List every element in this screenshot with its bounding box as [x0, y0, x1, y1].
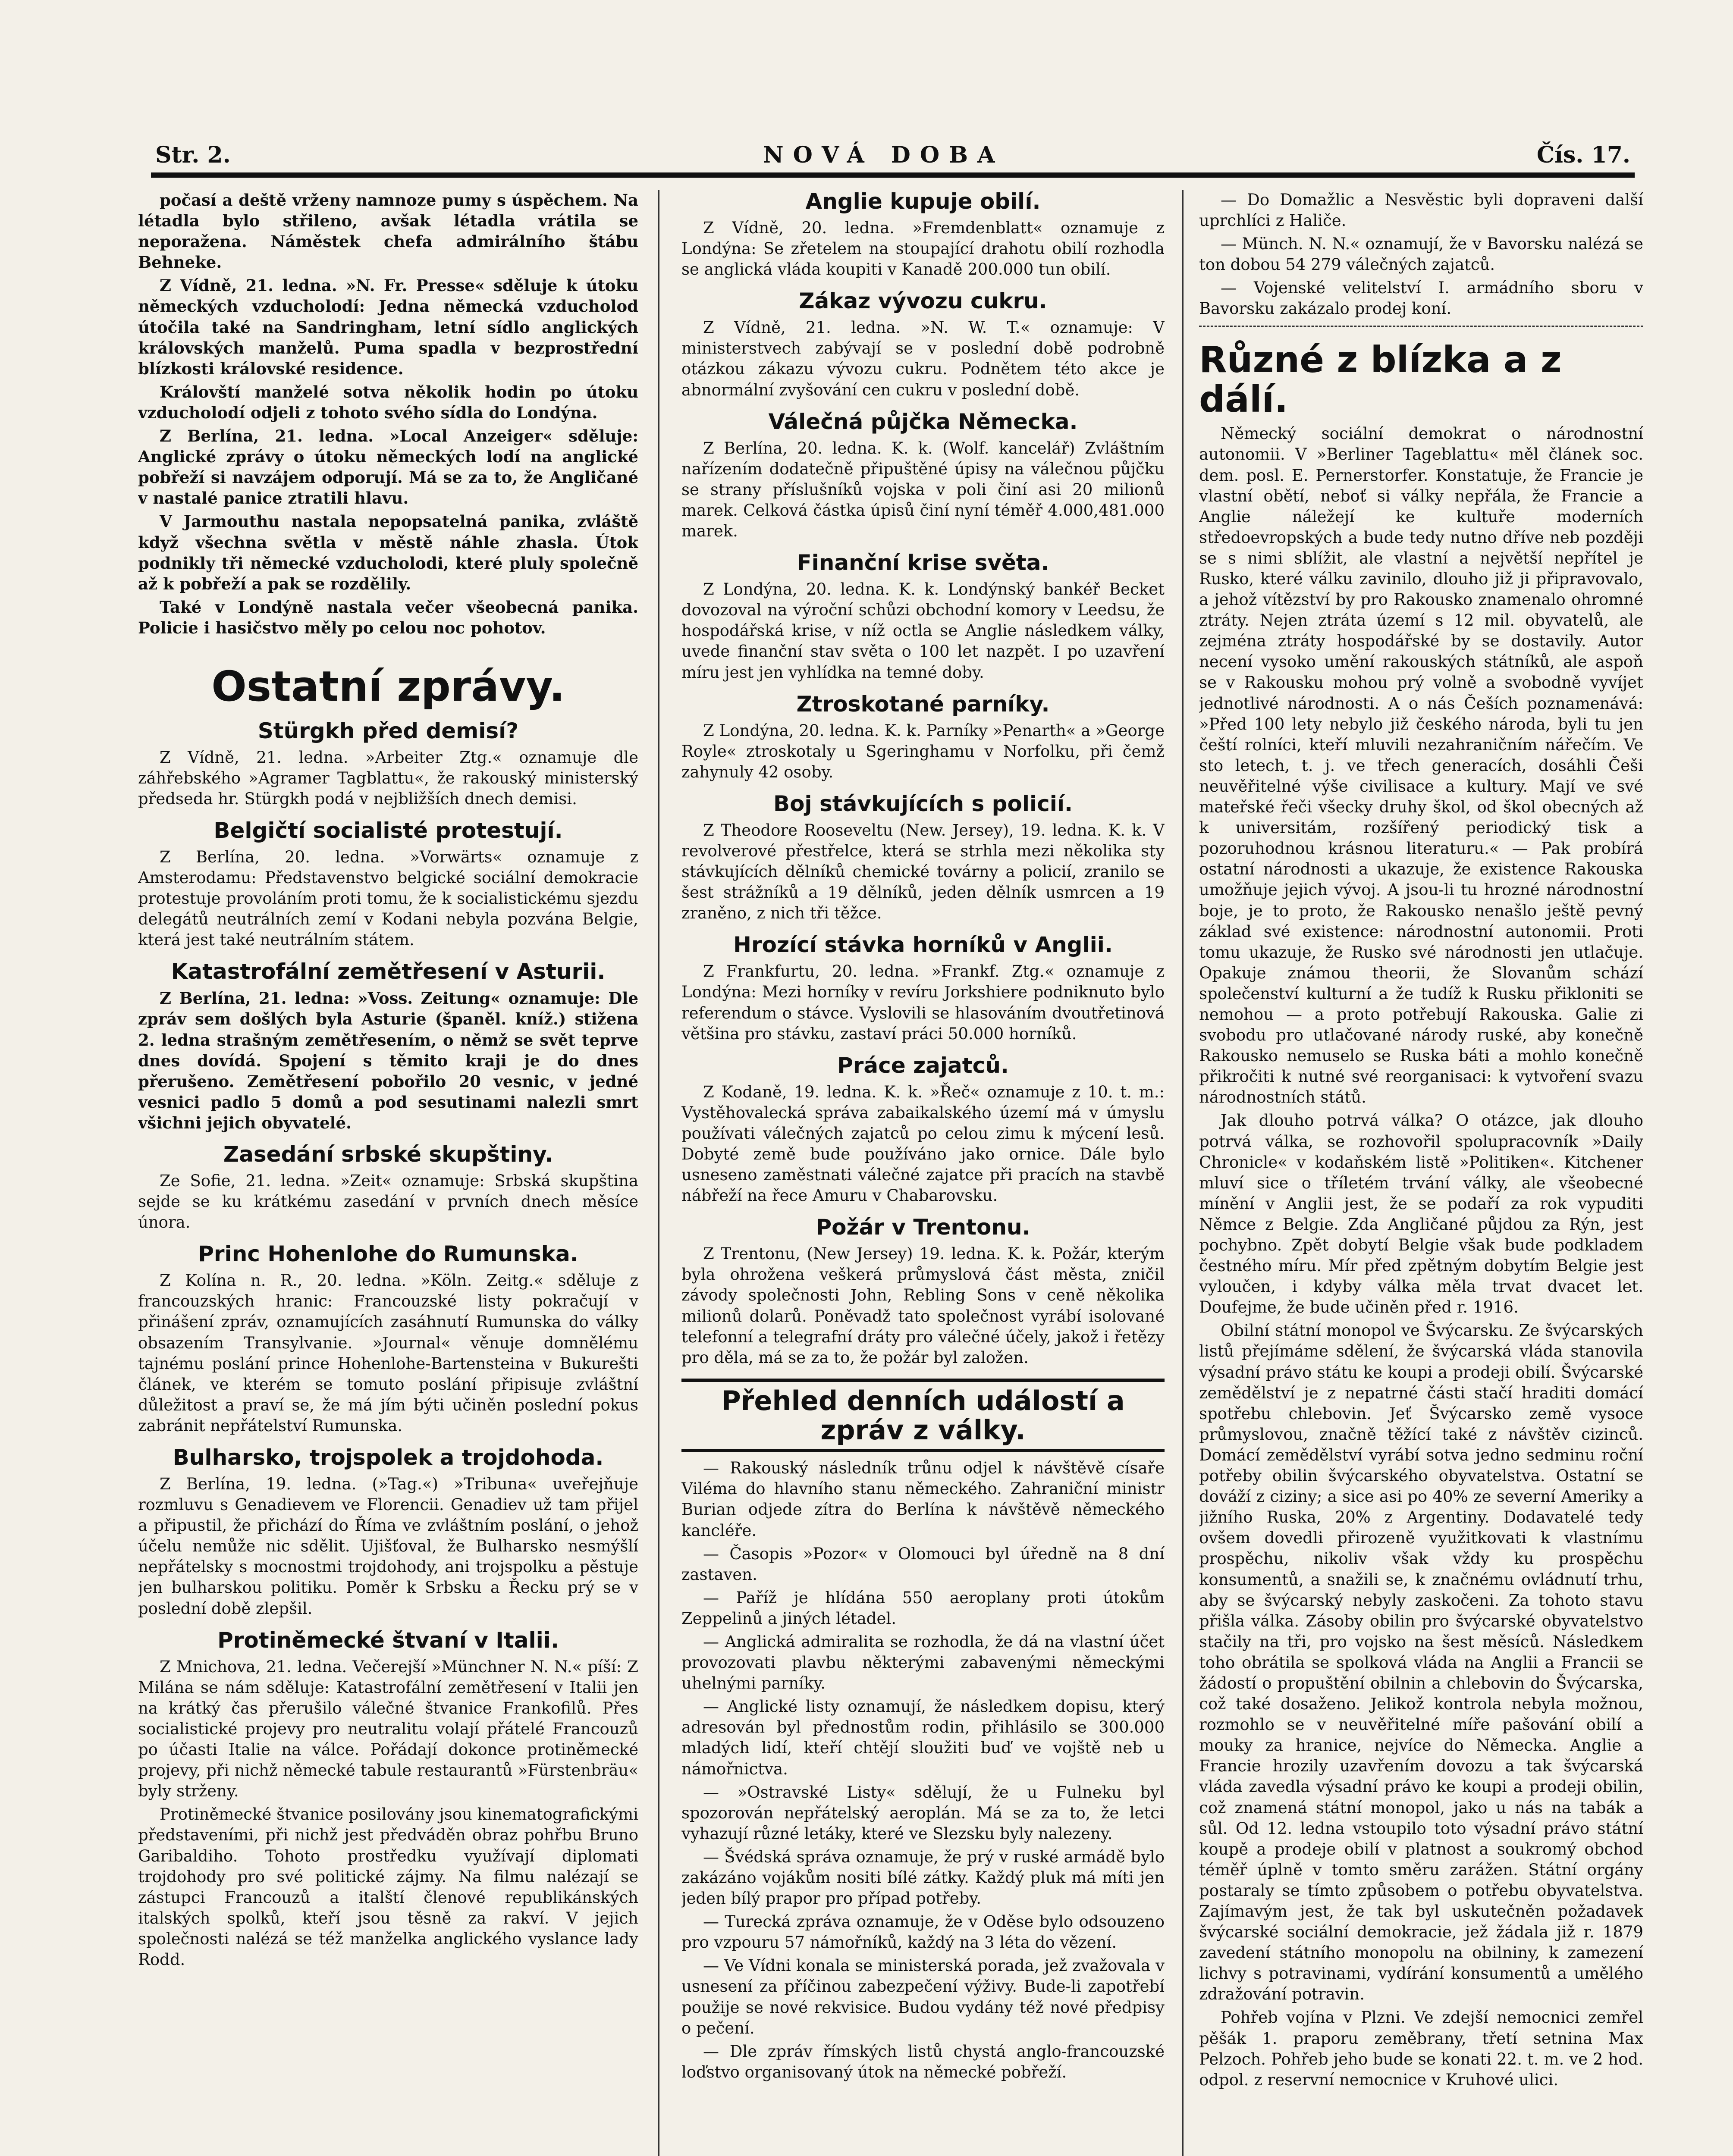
section-heading: Ostatní zprávy. [211, 662, 565, 711]
article-paragraph: Z Londýna, 20. ledna. K. k. Londýnský bankéř Becket dovozoval na výroční schůzi obchodní komory v Leedsu, že hospodářská krise, v níž octla se Anglie následkem války, uvede finanční stav světa o 100 let nazpět. I po uzavření míru jest jen vyhlídka na temné doby. [681, 580, 1165, 682]
article-paragraph: Z Kodaně, 19. ledna. K. k. »Řeč« oznamuje z 10. t. m.: Vystěhovalecká správa zabaikalského území má v úmyslu používati válečných zajatců po celou zimu k mýcení lesů. Dobyté země bude používáno jako ornice. Dále bylo usneseno zaměstnati válečné zajatce při pracích na stavbě nábřeží na řece Amuru v Chabarovsku. [681, 1082, 1165, 1205]
article-paragraph: Z Londýna, 20. ledna. K. k. Parníky »Penarth« a »George Royle« ztroskotaly u Sgeringhamu v Norfolku, při čemž zahynuly 42 osoby. [681, 721, 1165, 781]
issue-number: Čís. 17. [1536, 142, 1630, 168]
article-paragraph: Z Berlína, 21. ledna. »Local Anzeiger« sděluje: Anglické zprávy o útoku německých lodí na anglické pobřeží si navzájem odporují. Má se za to, že Angličané v nastalé panice ztratili hlavu. [138, 426, 638, 508]
article-heading: Práce zajatců. [837, 1053, 1009, 1078]
article-heading: Finanční krise světa. [797, 550, 1049, 576]
article-paragraph: Německý sociální demokrat o národnostní autonomii. V »Berliner Tageblattu« měl článek soc. dem. posl. E. Pernerstorfer. Konstatuje, že Francie je vlastní obětí, neboť si války nepřála, že Francie a Anglie náležejí ke kultuře moderních středoevropských a bude tedy nutno dříve neb později se s nimi sblížit, ale vlastní a největší nepřítel je Rusko, které válku zavinilo, dlouho již ji připravovalo, a jehož vítězství by pro Rakousko znamenalo ohromné ztráty. Nejen ztráta území s 12 mil. obyvatelů, ale zejména ztráty hospodářské by se dostavily. Autor necení vysoko umění rakouských státníků, ale aspoň se v Rakousku mohou prý volně a svobodně vyvíjet jednotlivé národnosti. A o nás Češích poznamenává: »Před 100 lety nebylo již českého národa, byli tu jen čeští rolníci, kteří mluvili nezahraničním nářečím. Ve sto letech, t. j. ve třech generacích, dosáhli Češi neuvěřitelné výše civilisace a kultury. Mají ve své mateřské řeči všecky druhy škol, od škol obecných až k universitám, rozšířený periodický tisk a pozoruhodnou krásnou literaturu.« — Pak probírá ostatní národnosti a ukazuje, že existence Rakouska umožňuje jejich vývoj. A jsou-li tu hrozné národnostní boje, je to proto, že Rakousko nenašlo ještě pevný základ své existence: národnostní autonomii. Proti tomu ukazuje, že Rusko své národnosti jen utlačuje. Opakuje známou theorii, že Slovanům schází společenství kulturní a že tudíž k Rusku přikloniti se nemohou — a proto potřebují Rakouska. Galie zi svobodu pro utlačované národy ruské, aby konečně Rakousko nemuselo se Ruska báti a mohlo konečně přikročiti k nutné své reorganisaci: k vytvoření svazu národnostních států. [1199, 424, 1643, 1107]
news-item: — Münch. N. N.« oznamují, že v Bavorsku nalézá se ton dobou 54 279 válečných zajatců. [1199, 235, 1643, 274]
article-paragraph: Z Vídně, 21. ledna. »Arbeiter Ztg.« oznamuje dle záhřebského »Agramer Tagblattu«, že rakouský ministerský předseda hr. Stürgkh podá v nejbližších dnech demisi. [138, 748, 638, 808]
article-heading: Princ Hohenlohe do Rumunska. [198, 1241, 578, 1267]
article-heading: Požár v Trentonu. [816, 1215, 1030, 1240]
article-paragraph: Z Berlína, 20. ledna. K. k. (Wolf. kancelář) Zvláštním nařízením dodatečně připuštěné úpisy na válečnou půjčku se strany příslušníků vojska v poli činí asi 20 milionů marek. Celková částka úpisů činí nyní téměř 4.000,481.000 marek. [681, 439, 1165, 541]
news-item: — Rakouský následník trůnu odjel k návštěvě císaře Viléma do hlavního stanu německého. Zahraniční ministr Burian odjede zítra do Berlína k návštěvě německého kancléře. [681, 1459, 1165, 1540]
article-paragraph: Z Kolína n. R., 20. ledna. »Köln. Zeitg.« sděluje z francouzských hranic: Francouzské listy pokračují v přinášení zpráv, oznamujících zasáhnutí Rumunska do války obsazením Transylvanie. »Journal« věnuje domnělému tajnému poslání prince Hohenlohe-Bartensteina v Bukurešti článek, ve kterém se tomuto poslání připisuje zvláštní důležitost a praví se, že má jím býti učiněn poslední pokus zabránit nepřátelství Rumunska. [138, 1271, 638, 1435]
article-paragraph: Z Mnichova, 21. ledna. Večerejší »Münchner N. N.« píší: Z Milána se nám sděluje: Katastrofální zemětřesení v Italii jen na krátký čas přerušilo válečné štvanice Frankofilů. Přes socialistické projevy pro neutralitu volají přátelé Francouzů po účasti Italie na válce. Pořádají dokonce protiněmecké projevy, při nichž německé tabule restaurantů »Fürstenbräu« byly strženy. [138, 1657, 638, 1801]
news-item: — Anglická admiralita se rozhodla, že dá na vlastní účet provozovati plavbu některými zabavenými německými uhelnými parníky. [681, 1632, 1165, 1693]
article-paragraph: Obilní státní monopol ve Švýcarsku. Ze švýcarských listů přejímáme sdělení, že švýcarská vláda stanovila výsadní právo státu ke koupi a prodeji obilí. Švýcarské zemědělství je z nepatrné části stačí hraditi domácí spotřebu chlebovin. Jeť Švýcarsko země vysoce průmyslovou, značně těžící také z návštěv cizinců. Domácí zemědělství vyrábí sotva jedno sedminu roční potřeby obilin švýcarského obyvatelstva. Ostatní se dováží z ciziny; a sice asi po 40% ze severní Ameriky a jižního Ruska, 20% z Argentiny. Dodavatelé tedy ovšem dovedli přirozeně využitkovati k vlastnímu prospěchu, nikoliv však vždy ku prospěchu konsumentů, a snažili se, k značnému ovládnutí trhu, aby se švýcarský nebyly zaskočeni. Za tohoto stavu přišla válka. Zásoby obilin pro švýcarské obyvatelstvo stačily na tři, pro vojsko na šest měsíců. Následkem toho obrátila se spolková vláda na Anglii a Francii se žádostí o propuštění obilnin a chlebovin do Švýcarska, což také dosaženo. Jelikož kontrola nebyla možnou, rozmohlo se v neuvěřitelné míře pašování obilí a mouky za hranice, nejvíce do Německa. Anglie a Francie hrozily uzavřením dovozu a tak švýcarská vláda zavedla výsadní právo ke koupi a prodeji obilin, což znamená státní monopol, jako u nás na tabák a sůl. Od 12. ledna vstoupilo toto výsadní právo státní koupě a prodeje obilí v platnost a soukromý obchod téměř úplně v tomto směru zarážen. Státní orgány postaraly se tímto způsobem o potřebu obyvatelstva. Zajímavým jest, že tak byl uskutečněn požadavek švýcarské sociální demokracie, jež žádala již r. 1879 zavedení státního monopolu na obilniny, k zamezení lichvy s potravinami, vydírání konsumentů a umělého zdražování potravin. [1199, 1321, 1643, 2004]
article-paragraph: Z Frankfurtu, 20. ledna. »Frankf. Ztg.« oznamuje z Londýna: Mezi horníky v revíru Jorkshiere podniknuto bylo referendum o stávce. Vyslovili se hlasováním dvoutřetinová většina pro stávku, zastaví práci 50.000 horníků. [681, 962, 1165, 1043]
article-paragraph: Z Vídně, 20. ledna. »Fremdenblatt« oznamuje z Londýna: Se zřetelem na stoupající drahotu obilí rozhodla se anglická vláda koupiti v Kanadě 200.000 tun obilí. [681, 219, 1165, 279]
article-paragraph: Jak dlouho potrvá válka? O otázce, jak dlouho potrvá válka, se rozhovořil spolupracovník »Daily Chronicle« v kodaňském listě »Politiken«. Kitchener mluví sice o tříletém trvání války, ale všeobecné mínění v Anglii jest, že se podaří za rok vypuditi Němce z Belgie. Zda Angličané půjdou za Rýn, jest pochybno. Zpět dobytí Belgie však bude podkladem čestného míru. Mír před zpětným dobytím Belgie jest vyloučen, i kdyby válka měla trvat dvacet let. Doufejme, že bude učiněn před r. 1916. [1199, 1111, 1643, 1317]
news-item: — Dle zpráv římských listů chystá anglo-francouzské loďstvo organisovaný útok na německé pobřeží. [681, 2042, 1165, 2081]
masthead [155, 129, 1630, 168]
news-item: — Do Domažlic a Nesvěstic byli dopraveni další uprchlíci z Haliče. [1199, 191, 1643, 230]
news-item: — Vojenské velitelství I. armádního sboru v Bavorsku zakázalo prodej koní. [1199, 279, 1643, 318]
article-paragraph: Z Vídně, 21. ledna. »N. Fr. Presse« sděluje k útoku německých vzducholodí: Jedna německá vzducholoď útočila také na Sandringham, letní sídlo anglických královských manželů. Puma spadla v bezprostřední blízkosti královské residence. [138, 276, 638, 378]
article-heading: Katastrofální zemětřesení v Asturii. [171, 959, 606, 984]
news-item: — Turecká zpráva oznamuje, že v Oděse bylo odsouzeno pro vzpouru 57 námořníků, každý na 3 léta do vězení. [681, 1912, 1165, 1952]
article-heading: Ztroskotané parníky. [796, 691, 1050, 717]
news-item: — »Ostravské Listy« sdělují, že u Fulneku byl spozorován nepřátelský aeroplán. Má se za to, že letci vyhazují různé letáky, které ve Slezsku byly nalezeny. [681, 1783, 1165, 1843]
column-1 [138, 190, 638, 2156]
column-3 [1199, 190, 1643, 2156]
column-2 [681, 190, 1165, 2156]
section-heading: Přehled denních událostí a zpráv z války. [681, 1379, 1165, 1452]
article-heading: Bulharsko, trojspolek a trojdohoda. [173, 1445, 604, 1470]
news-item: — Anglické listy oznamují, že následkem dopisu, který adresován byl přednostům rodin, přihlásilo se 300.000 mladých lidí, kteří chtějí sloužiti buď ve vojště neb u námořnictva. [681, 1697, 1165, 1778]
article-paragraph: Z Theodore Rooseveltu (New. Jersey), 19. ledna. K. k. V revolverové přestřelce, která se strhla mezi několika sty stávkujících dělníků chemické továrny a policií, zranilo se šest strážníků a 19 dělníků, jeden dělník usmrcen a 19 zraněno, z nich tři těžce. [681, 821, 1165, 923]
article-paragraph: Ze Sofie, 21. ledna. »Zeit« oznamuje: Srbská skupština sejde se ku krátkému zasedání v prvních dnech měsíce února. [138, 1171, 638, 1232]
article-heading: Hrozící stávka horníků v Anglii. [733, 932, 1113, 958]
article-paragraph: V Jarmouthu nastala nepopsatelná panika, zvláště když všechna světla v městě náhle zhasla. Útok podnikly tři německé vzducholodi, které pluly společně až k pobřeží a pak se rozdělily. [138, 512, 638, 593]
article-heading: Boj stávkujících s policií. [773, 791, 1073, 816]
article-paragraph: Z Berlína, 21. ledna: »Voss. Zeitung« oznamuje: Dle zpráv sem došlých byla Asturie (španěl. kníž.) stižena 2. ledna strašným zemětřesením, o němž se svět teprve dnes dovídá. Spojení s těmito kraji je do dnes přerušeno. Zemětřesení pobořilo 20 vesnic, v jedné vesnici padlo 5 domů a pod sesutinami nalezli smrt všichni jejich obyvatelé. [138, 989, 638, 1132]
article-heading: Belgičtí socialisté protestují. [213, 818, 563, 843]
news-item: — Paříž je hlídána 550 aeroplany proti útokům Zeppelinů a jiných létadel. [681, 1588, 1165, 1628]
article-heading: Anglie kupuje obilí. [805, 190, 1041, 214]
article-paragraph: Také v Londýně nastala večer všeobecná panika. Policie i hasičstvo měly po celou noc pohotov. [138, 597, 638, 637]
separator [1199, 326, 1643, 327]
article-paragraph: Z Vídně, 21. ledna. »N. W. T.« oznamuje: V ministerstvech zabývají se v poslední době podrobně otázkou zákazu vývozu cukru. Podnětem této akce je abnormální zvyšování cen cukru v poslední době. [681, 318, 1165, 399]
header-rule [151, 172, 1635, 178]
article-paragraph: Z Berlína, 20. ledna. »Vorwärts« oznamuje z Amsterodamu: Představenstvo belgické sociální demokracie protestuje provoláním proti tomu, že k socialistickému sjezdu delegátů neutrálních zemí v Kodani nebyla pozvána Belgie, která jest také neutrálním státem. [138, 847, 638, 950]
article-paragraph: Z Berlína, 19. ledna. (»Tag.«) »Tribuna« uveřejňuje rozmluvu s Genadievem ve Florencii. Genadiev už tam přijel a připustil, že přichází do Říma ve zvláštním poslání, o jehož účelu nemůže nic sdělit. Ujišťoval, že Bulharsko nesmýšlí nepřátelsky s mocnostmi trojdohody, ani trojspolku a pěstuje jen bulharskou politiku. Poměr k Srbsku a Řecku prý se v poslední době zlepšil. [138, 1475, 638, 1618]
news-item: — Švédská správa oznamuje, že prý v ruské armádě bylo zakázáno vojákům nositi bílé zátky. Každý pluk má míti jen jeden bílý prapor pro případ potřeby. [681, 1847, 1165, 1908]
newspaper-title: NOVÁ DOBA [763, 142, 1005, 168]
article-heading: Zasedání srbské skupštiny. [223, 1141, 553, 1167]
column-divider-2 [1182, 190, 1184, 2156]
article-heading: Stürgkh před demisí? [257, 718, 519, 743]
article-paragraph: Královští manželé sotva několik hodin po útoku vzducholodí odjeli z tohoto svého sídla do Londýna. [138, 382, 638, 422]
news-item: — Ve Vídni konala se ministerská porada, jež zvažovala v usnesení za příčinou zabezpečení výživy. Bude-li zapotřebí použije se nové rekvisice. Budou vydány též nové předpisy o pečení. [681, 1956, 1165, 2037]
article-heading: Válečná půjčka Německa. [768, 409, 1078, 434]
column-divider-1 [658, 190, 659, 2156]
article-paragraph: Z Trentonu, (New Jersey) 19. ledna. K. k. Požár, kterým byla ohrožena veškerá průmyslová část města, zničil závody společnosti John, Rebling Sons v ceně několika milionů dolarů. Poněvadž tato společnost vyrábí isolované telefonní a telegrafní dráty pro válečné účely, jakož i řetězy pro děla, má se za to, že požár byl založen. [681, 1244, 1165, 1367]
section-heading: Různé z blízka a z dálí. [1199, 338, 1562, 420]
article-paragraph: Protiněmecké štvanice posilovány jsou kinematografickými představeními, při nichž jest předváděn obraz pohřbu Bruno Garibaldiho. Tohoto prostředku využívají diplomati trojdohody pro své politické zájmy. Na filmu nalézají se zástupci Francouzů a italští členové republikánských italských spolků, kteří jsou těsně za rakví. V jejich společnosti nalézá se též manželka anglického vyslance lady Rodd. [138, 1805, 638, 1969]
article-heading: Protiněmecké štvaní v Italii. [217, 1627, 559, 1653]
page-number: Str. 2. [155, 142, 231, 168]
news-item: — Časopis »Pozor« v Olomouci byl úředně na 8 dní zastaven. [681, 1544, 1165, 1584]
article-paragraph: počasí a deště vrženy namnoze pumy s úspěchem. Na létadla bylo střileno, avšak létadla vrátila se neporažena. Náměstek chefa admirálního štábu Behneke. [138, 191, 638, 272]
article-heading: Zákaz vývozu cukru. [799, 288, 1047, 314]
article-paragraph: Pohřeb vojína v Plzni. Ve zdejší nemocnici zemřel pěšák 1. praporu zeměbrany, třetí setnina Max Pelzoch. Pohřeb jeho bude se konati 22. t. m. ve 2 hod. odpol. z reservní nemocnice v Kruhové ulici. [1199, 2008, 1643, 2089]
